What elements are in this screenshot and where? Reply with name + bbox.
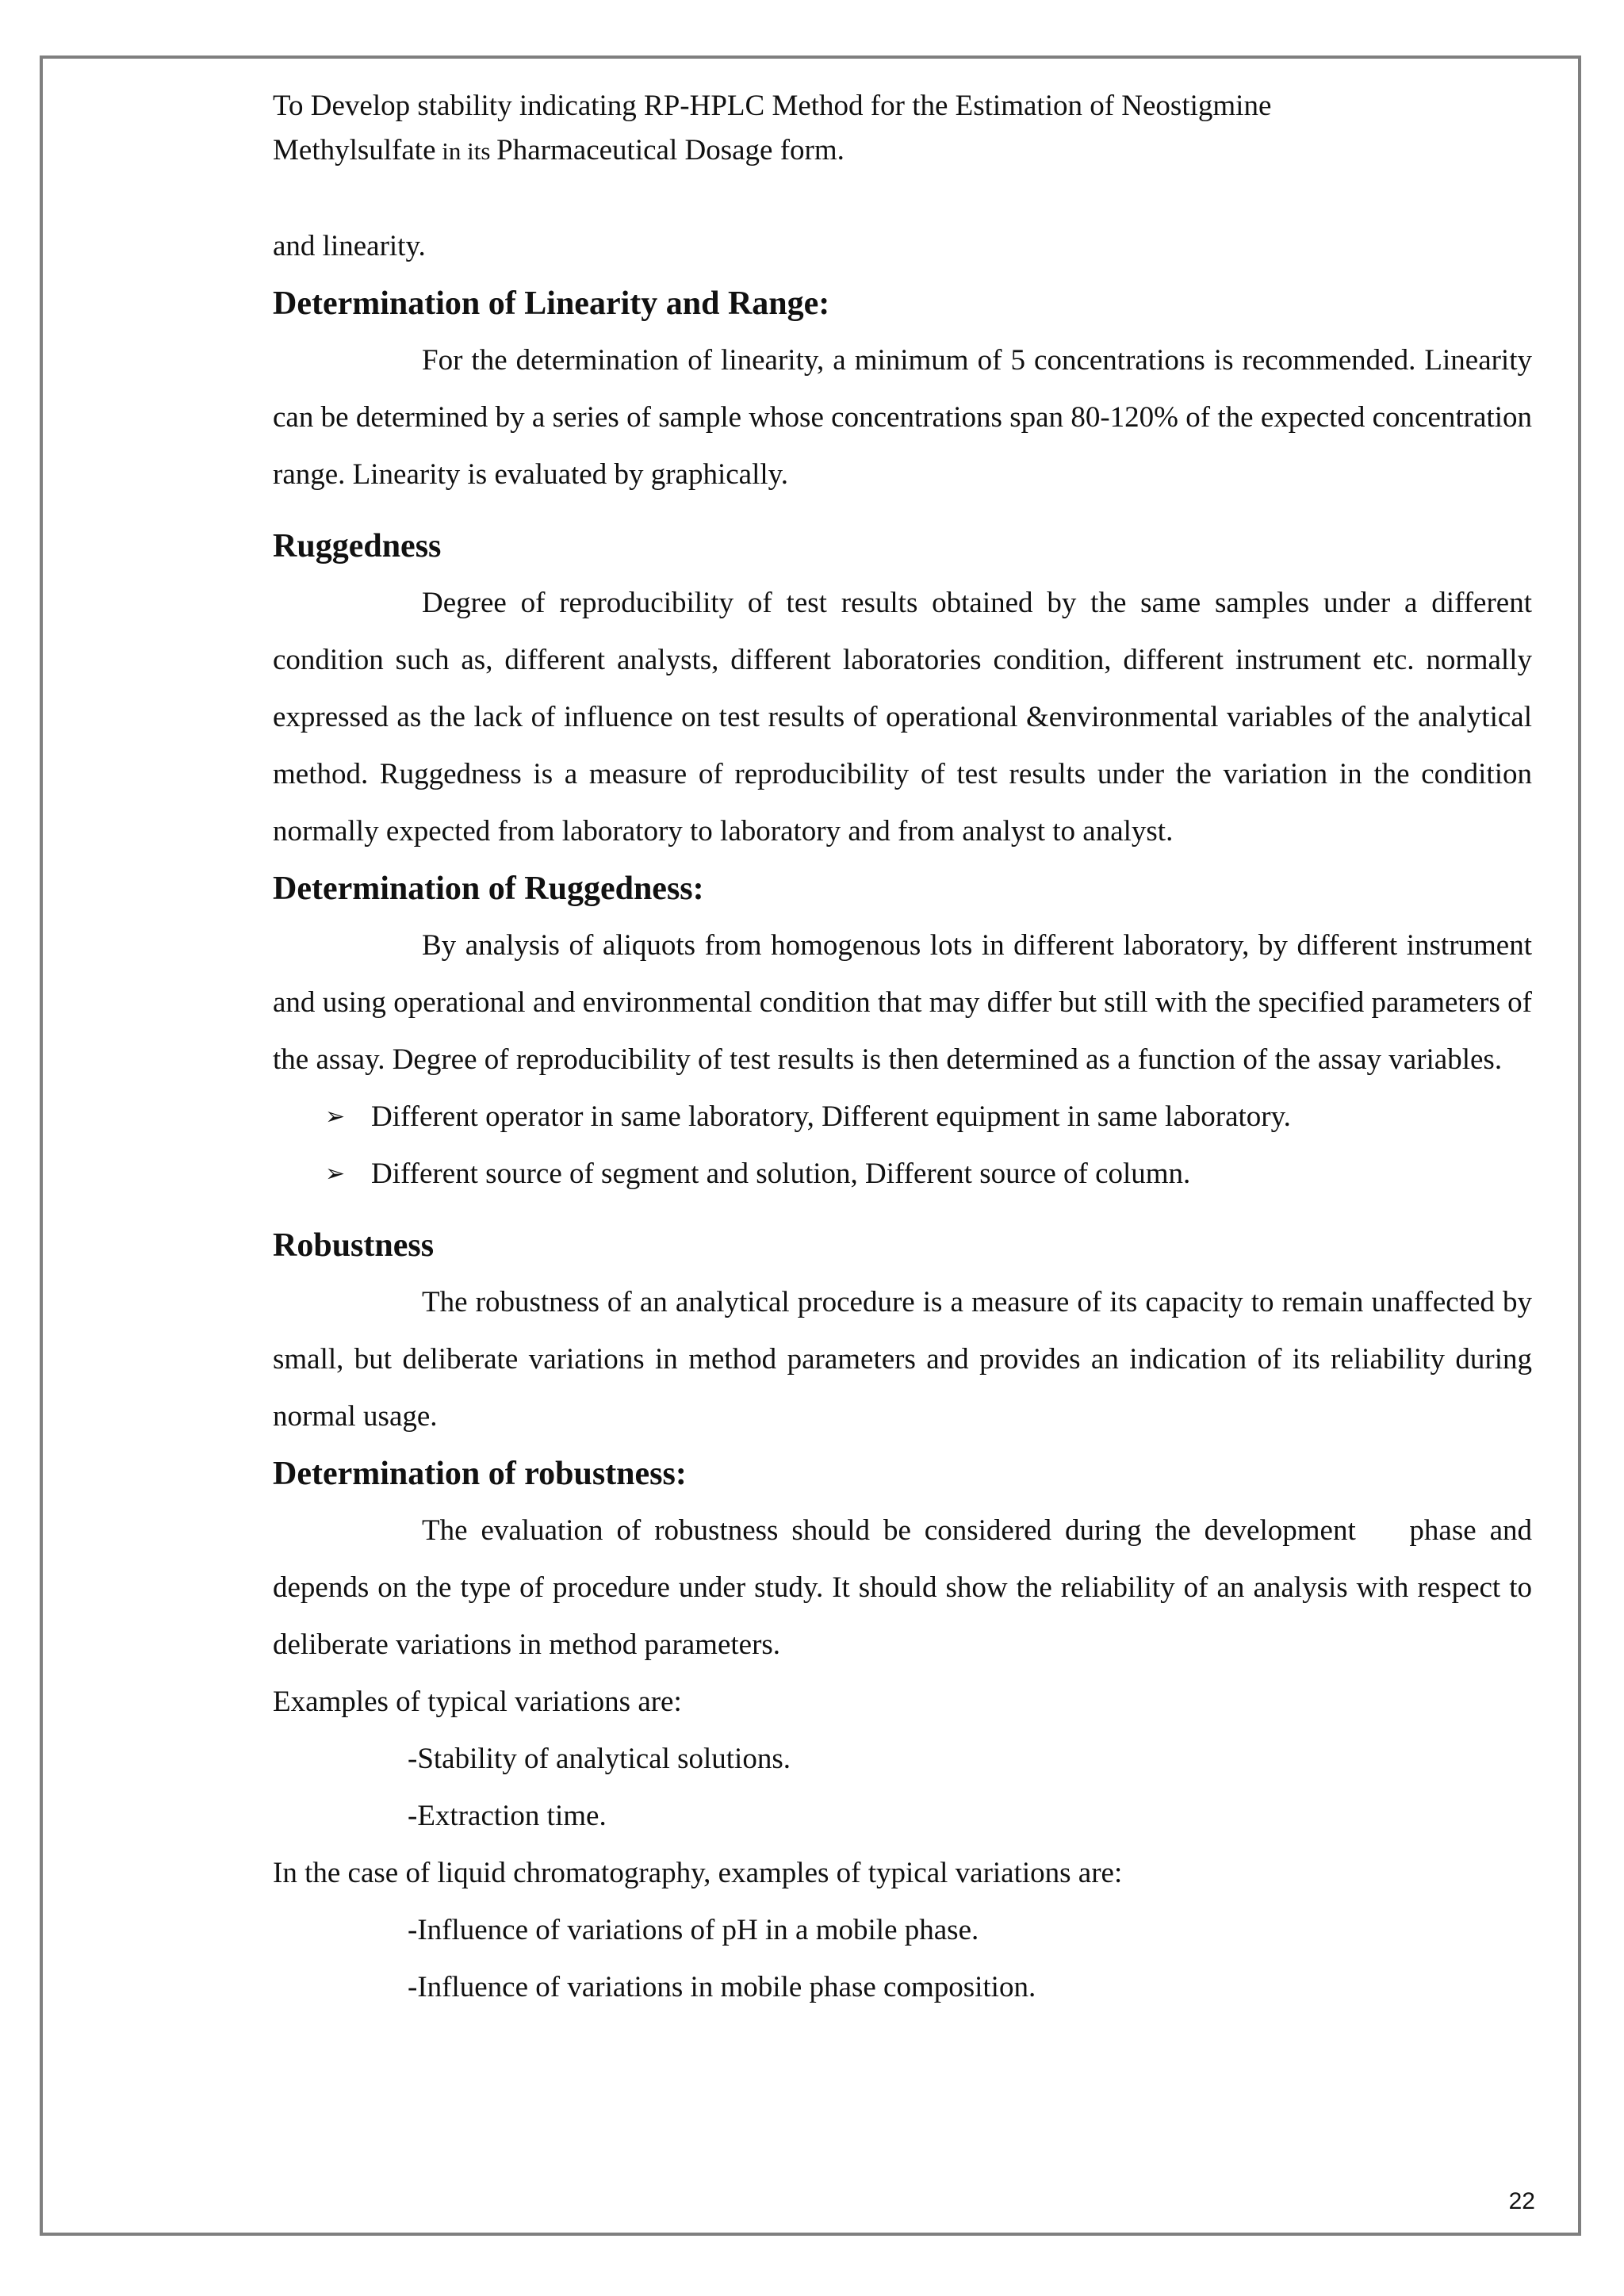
continuation-text: and linearity. [273, 230, 426, 262]
examples-intro: Examples of typical variations are: [273, 1686, 682, 1718]
running-header-line2-part1: Methylsulfate [273, 134, 436, 166]
paragraph-determination-ruggedness: By analysis of aliquots from homogenous lots in different laboratory, by different instrument and using operational and environmental condition that may differ but still with the specified parameters of the assay. Degree of reproducibility of test results is then determined as a function of the assay variables. [273, 929, 1532, 1076]
paragraph-robustness: The robustness of an analytical procedure is a measure of its capacity to remain unaffected by small, but deliberate variations in method parameters and provides an indication of its reliability during normal usage. [273, 1286, 1532, 1433]
example-item: -Stability of analytical solutions. [408, 1743, 791, 1775]
lc-example-item: -Influence of variations in mobile phase composition. [408, 1971, 1036, 2003]
list-item-text: Different operator in same laboratory, Different equipment in same laboratory. [371, 1100, 1291, 1133]
heading-ruggedness: Ruggedness [273, 528, 442, 564]
heading-determination-ruggedness: Determination of Ruggedness: [273, 871, 704, 907]
running-header [273, 84, 1532, 174]
bullet-list [273, 1089, 1532, 1203]
list-item [273, 1089, 1532, 1146]
running-header-line1: To Develop stability indicating RP-HPLC Method for the Estimation of Neostigmine [273, 90, 1272, 122]
page-content [273, 84, 1540, 2016]
arrow-bullet-icon: ➢ [325, 1160, 346, 1188]
running-header-line2-part2: Pharmaceutical Dosage form. [496, 134, 845, 166]
heading-robustness: Robustness [273, 1227, 435, 1264]
paragraph-ruggedness: Degree of reproducibility of test results obtained by the same samples under a different condition such as, different analysts, different laboratories condition, different instrument etc. normally expressed as the lack of influence on test results of operational &environmental variables of the analytical method. Ruggedness is a measure of reproducibility of test results under the variation in the condition normally expected from laboratory to laboratory and from analyst to analyst. [273, 587, 1532, 848]
page-number: 22 [1508, 2188, 1535, 2214]
example-item: -Extraction time. [408, 1800, 607, 1832]
running-header-line2-small: in its [435, 137, 497, 165]
paragraph-linearity: For the determination of linearity, a minimum of 5 concentrations is recommended. Linearity can be determined by a series of sample whose concentrations span 80-120% of the expected concentration range. Linearity is evaluated by graphically. [273, 344, 1532, 491]
list-item [273, 1146, 1532, 1203]
list-item-text: Different source of segment and solution, Different source of column. [371, 1158, 1191, 1190]
heading-linearity-range: Determination of Linearity and Range: [273, 285, 830, 322]
arrow-bullet-icon: ➢ [325, 1103, 346, 1131]
lc-example-item: -Influence of variations of pH in a mobile phase. [408, 1914, 979, 1946]
lc-examples-intro: In the case of liquid chromatography, examples of typical variations are: [273, 1857, 1123, 1889]
paragraph-determination-robustness: The evaluation of robustness should be considered during the development phase and depends on the type of procedure under study. It should show the reliability of an analysis with respect to deliberate variations in method parameters. [273, 1514, 1540, 1661]
heading-determination-robustness: Determination of robustness: [273, 1456, 687, 1492]
